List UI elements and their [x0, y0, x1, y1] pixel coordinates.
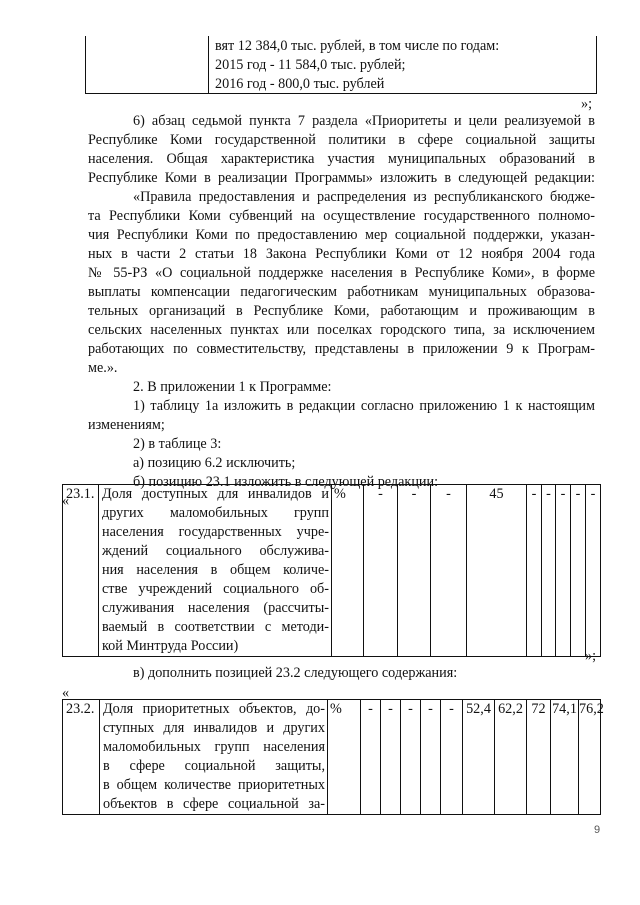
value-cell: 62,2: [495, 700, 527, 815]
description-line: служивания населения (рассчиты-: [102, 600, 329, 616]
description-line: населения государственных учре-: [102, 524, 329, 540]
value-cell: 45: [467, 485, 527, 657]
value-cell: -: [398, 485, 431, 657]
row-number: 23.2.: [63, 700, 100, 815]
description-line: ния населения в общем количе-: [102, 562, 329, 578]
quote-line: чия Республики Коми по предоставлению мер социальной поддержки, указан-: [88, 227, 595, 243]
value-cell: -: [586, 485, 601, 657]
quote-line: сельских населенных пунктах или поселках городского типа, за исключением: [88, 322, 595, 338]
item2-sub-a: а) позицию 6.2 исключить;: [133, 455, 296, 471]
value-cell: 72: [527, 700, 551, 815]
quote-line: ных в части 2 статьи 18 Закона Республики Коми от 12 ноября 2004 года: [88, 246, 595, 262]
funding-line: 2015 год - 11 584,0 тыс. рублей;: [215, 57, 406, 73]
value-cell: 52,4: [463, 700, 495, 815]
item2-sub1: изменениям;: [88, 417, 165, 433]
column-divider: [208, 36, 209, 93]
value-cell: -: [361, 700, 381, 815]
description-line: Доля приоритетных объектов, до-: [103, 701, 325, 717]
value-cell: -: [401, 700, 421, 815]
item2-title: 2. В приложении 1 к Программе:: [133, 379, 332, 395]
open-quote: «: [62, 493, 70, 509]
value-cell: 74,1: [551, 700, 579, 815]
row-number: 23.1.: [63, 485, 99, 657]
item2-sub-v: в) дополнить позицией 23.2 следующего содержания:: [133, 665, 458, 681]
para6-line: населения. Общая характеристика участия муниципальных образований в: [88, 151, 595, 167]
table-row-23-1: [62, 484, 601, 657]
funding-line: 2016 год - 800,0 тыс. рублей: [215, 76, 385, 92]
quote-line: тельных организаций в Республике Коми, работающим и проживающим в: [88, 303, 595, 319]
para6-line: 6) абзац седьмой пункта 7 раздела «Приоритеты и цели реализуемой в: [133, 113, 595, 129]
value-cell: 76,2: [579, 700, 601, 815]
row-description: [100, 700, 328, 815]
quote-line: та Республики Коми субвенций на осуществление государственного полномо-: [88, 208, 595, 224]
value-cell: -: [571, 485, 586, 657]
closing-quote: »;: [585, 648, 597, 664]
item2-sub-b: б) позицию 23.1 изложить в следующей редакции:: [133, 474, 439, 490]
description-line: ступных для инвалидов и других: [103, 720, 325, 736]
table-row-23-2: [62, 699, 604, 815]
row-description: [99, 485, 332, 657]
para6-line: Республике Коми в реализации Программы» изложить в следующей редакции:: [88, 170, 595, 186]
closing-quote: »;: [581, 96, 593, 112]
value-cell: -: [542, 485, 556, 657]
description-line: стве учреждений социального об-: [102, 581, 329, 597]
value-cell: -: [527, 485, 542, 657]
funding-line: вят 12 384,0 тыс. рублей, в том числе по годам:: [215, 38, 500, 54]
unit-cell: %: [328, 700, 361, 815]
quote-line: № 55-РЗ «О социальной поддержке населения в Республике Коми», в форме: [88, 265, 595, 281]
page-number: 9: [594, 824, 601, 836]
value-cell: -: [381, 700, 401, 815]
quote-line: ме.».: [88, 360, 118, 376]
open-quote: «: [62, 685, 70, 701]
value-cell: -: [421, 700, 441, 815]
unit-cell: %: [332, 485, 364, 657]
description-line: ваемый в соответствии с методи-: [102, 619, 329, 635]
quote-line: выплаты компенсации педагогическим работникам муниципальных образова-: [88, 284, 595, 300]
description-line: ждений социального обслужива-: [102, 543, 329, 559]
quote-line: работающих по совместительству, представлены в приложении 9 к Програм-: [88, 341, 595, 357]
description-line: Доля доступных для инвалидов и: [102, 486, 329, 502]
description-line: маломобильных групп населения: [103, 739, 325, 755]
para6-line: Республике Коми государственной политики в сфере социальной защиты: [88, 132, 595, 148]
description-line: объектов в сфере социальной за-: [103, 796, 325, 812]
item2-sub2: 2) в таблице 3:: [133, 436, 222, 452]
value-cell: -: [441, 700, 463, 815]
item2-sub1: 1) таблицу 1а изложить в редакции согласно приложению 1 к настоящим: [133, 398, 595, 414]
value-cell: -: [556, 485, 571, 657]
description-line: в сфере социальной защиты,: [103, 758, 325, 774]
description-line: кой Минтруда России): [102, 638, 239, 654]
value-cell: -: [364, 485, 398, 657]
description-line: других маломобильных групп: [102, 505, 329, 521]
top-table-fragment: [85, 36, 597, 94]
description-line: в общем количестве приоритетных: [103, 777, 325, 793]
quote-line: «Правила предоставления и распределения из республиканского бюдже-: [133, 189, 595, 205]
value-cell: -: [431, 485, 467, 657]
